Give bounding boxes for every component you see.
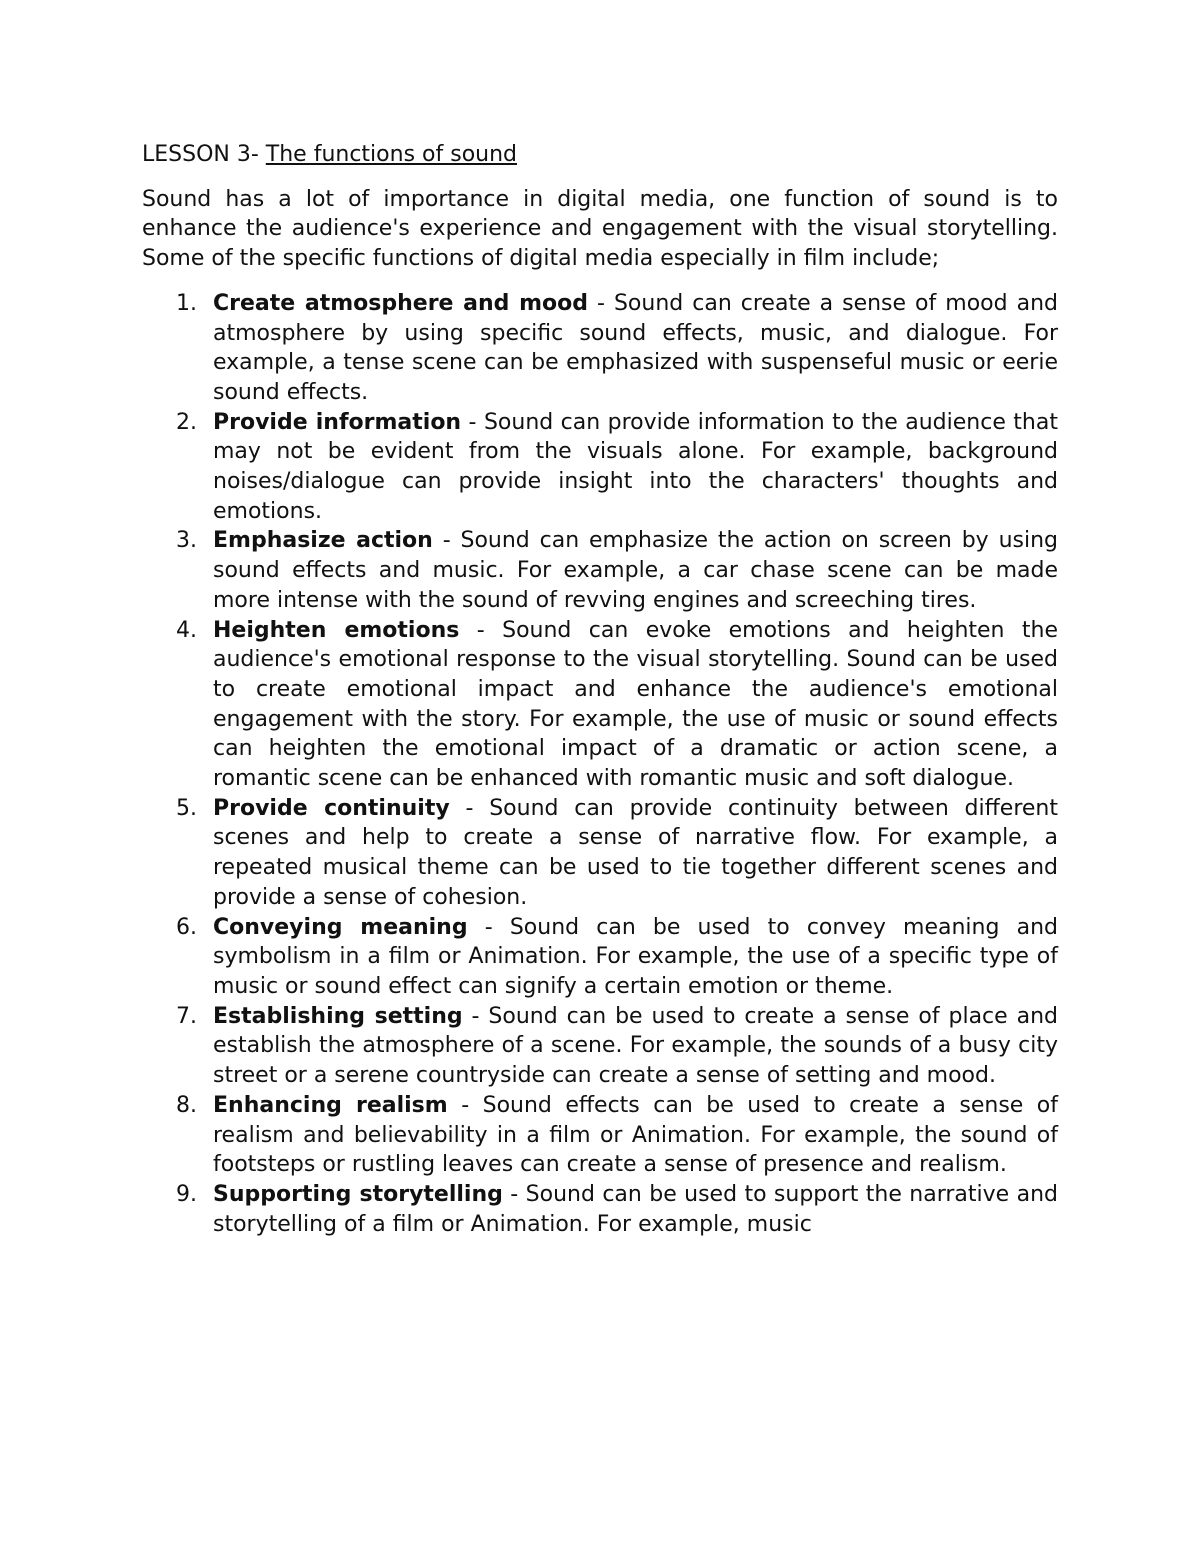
item-term: Emphasize action [213, 528, 433, 554]
item-term: Provide information [213, 409, 462, 435]
list-item [142, 289, 1058, 408]
list-item [142, 616, 1058, 794]
item-term: Heighten emotions [213, 617, 460, 643]
item-term: Provide continuity [213, 795, 450, 821]
item-separator: - [462, 1003, 489, 1029]
item-text: Sound can create a sense of mood and atmosphere by using specific sound effects, music, and dialogue. For example, a tense scene can be emphasized with suspenseful music or eerie sound effects. [213, 290, 1058, 405]
item-number: 6. [176, 914, 197, 940]
item-number: 4. [176, 617, 197, 643]
lesson-title [142, 140, 1058, 170]
item-separator: - [449, 795, 490, 821]
lesson-topic: The functions of sound [265, 142, 518, 167]
list-item [142, 913, 1058, 1002]
item-number: 9. [176, 1181, 197, 1207]
item-text: Sound can provide information to the audience that may not be evident from the visuals alone. For example, background noises/dialogue can provide insight into the characters' thoughts and emotions. [213, 409, 1058, 524]
item-separator: - [587, 290, 614, 316]
item-term: Supporting storytelling [213, 1181, 503, 1207]
item-separator: - [467, 914, 510, 940]
item-number: 8. [176, 1092, 197, 1118]
item-separator: - [459, 617, 503, 643]
list-item [142, 526, 1058, 615]
item-separator: - [502, 1181, 526, 1207]
item-number: 3. [176, 528, 197, 554]
item-term: Create atmosphere and mood [213, 290, 588, 316]
intro-paragraph: Sound has a lot of importance in digital media, one function of sound is to enhance the audience's experience and engagement with the visual storytelling. Some of the specific functions of digital media especially in film include; [142, 186, 1058, 272]
item-number: 7. [176, 1003, 197, 1029]
item-text: Sound can emphasize the action on screen by using sound effects and music. For example, a car chase scene can be made more intense with the sound of revving engines and screeching tires. [213, 528, 1058, 613]
item-term: Enhancing realism [213, 1092, 448, 1118]
item-number: 1. [176, 290, 197, 316]
item-text: Sound can be used to create a sense of place and establish the atmosphere of a scene. For example, the sounds of a busy city street or a serene countryside can create a sense of setting and mood. [213, 1003, 1058, 1089]
lesson-label: LESSON 3- [142, 142, 266, 167]
functions-list [142, 289, 1058, 1240]
list-item [142, 794, 1058, 913]
item-separator: - [432, 528, 461, 554]
item-text: Sound can provide continuity between different scenes and help to create a sense of narrative flow. For example, a repeated musical theme can be used to tie together different scenes and provide a sense of cohesion. [213, 795, 1058, 910]
item-number: 2. [176, 409, 197, 435]
item-separator: - [447, 1092, 483, 1118]
list-item [142, 1180, 1058, 1239]
item-text: Sound can evoke emotions and heighten the audience's emotional response to the visual storytelling. Sound can be used to create emotional impact and enhance the audience's emotional engagement with the story. For example, the use of music or sound effects can heighten the emotional impact of a dramatic or action scene, a romantic scene can be enhanced with romantic music and soft dialogue. [213, 617, 1059, 792]
document-page [142, 140, 1058, 1239]
item-term: Establishing setting [213, 1003, 463, 1029]
list-item [142, 1091, 1058, 1180]
item-term: Conveying meaning [213, 914, 468, 940]
item-number: 5. [176, 795, 197, 821]
item-text: Sound effects can be used to create a sense of realism and believability in a film or Animation. For example, the sound of footsteps or rustling leaves can create a sense of presence and realism. [213, 1092, 1058, 1178]
list-item [142, 1002, 1058, 1091]
item-separator: - [461, 409, 484, 435]
item-text: Sound can be used to convey meaning and symbolism in a film or Animation. For example, the use of a specific type of music or sound effect can signify a certain emotion or theme. [213, 914, 1058, 999]
list-item [142, 408, 1058, 527]
item-text: Sound can be used to support the narrative and storytelling of a film or Animation. For example, music [213, 1181, 1058, 1237]
